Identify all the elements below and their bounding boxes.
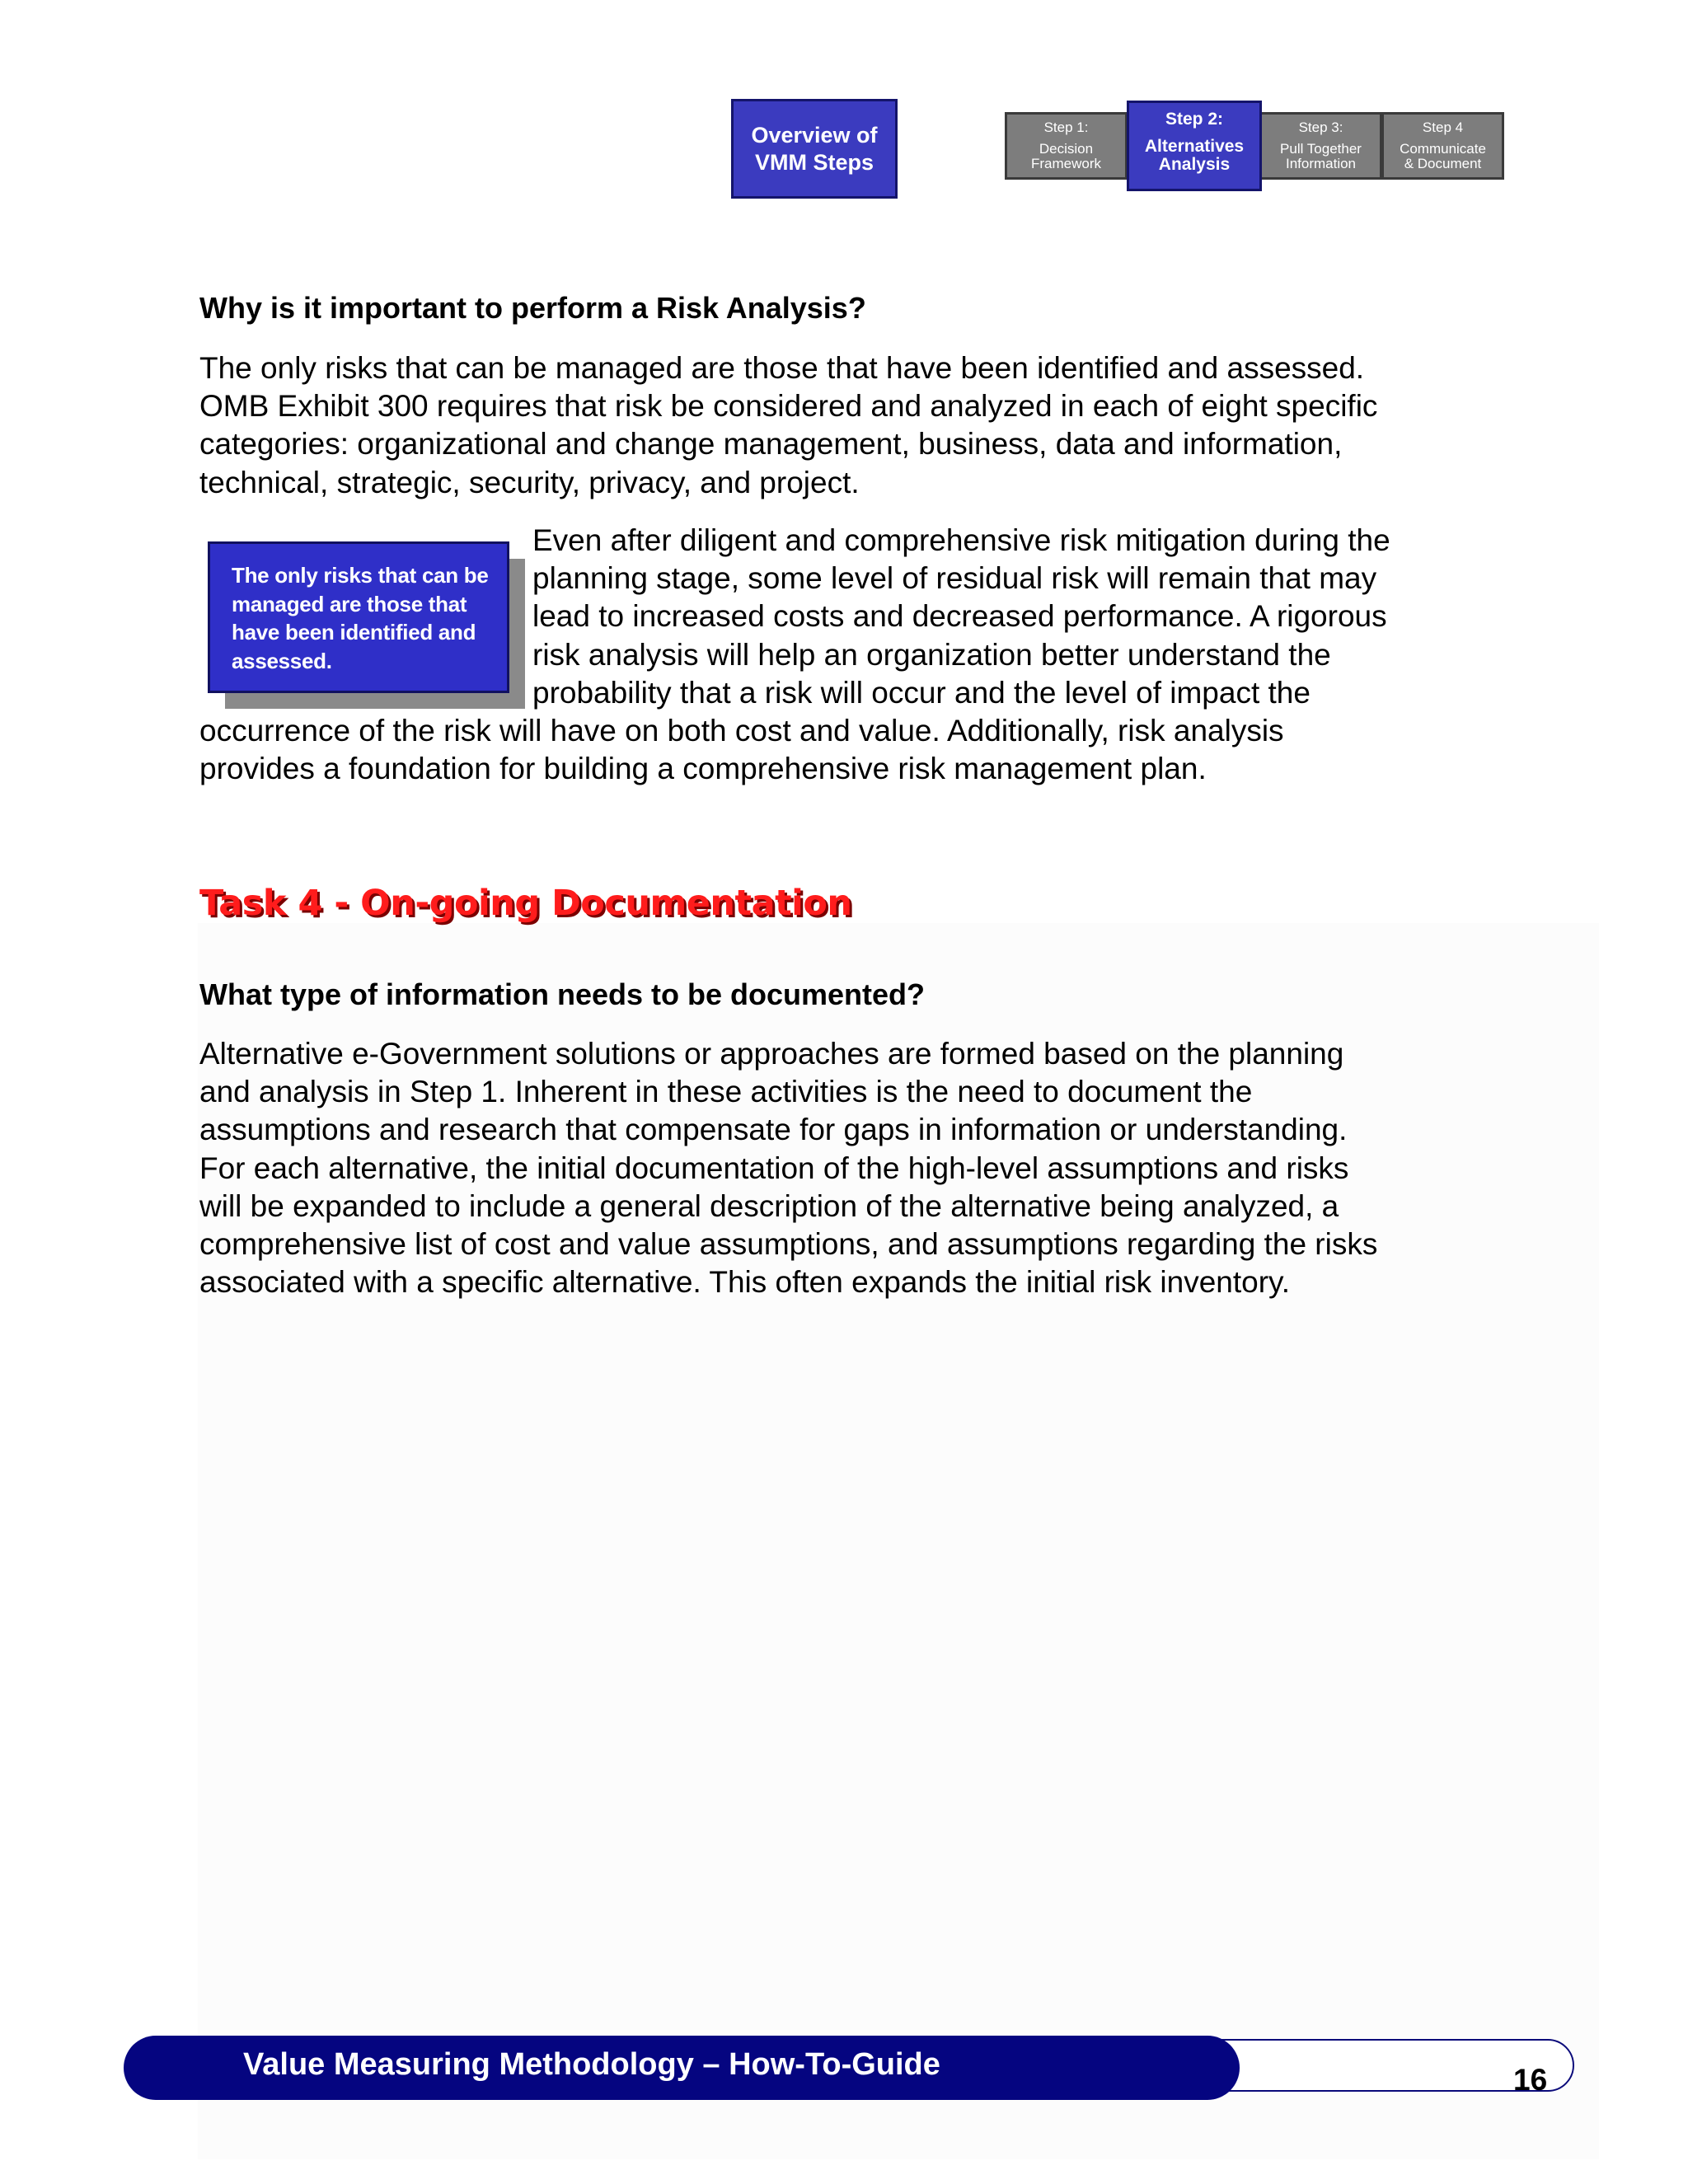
risk-analysis-question-heading: Why is it important to perform a Risk Analysis? bbox=[199, 291, 866, 325]
risk-analysis-paragraph-2-wrapped bbox=[532, 522, 1522, 712]
text-line: comprehensive list of cost and value assumptions, and assumptions regarding the risks bbox=[199, 1227, 1378, 1262]
step-label: Pull Together Information bbox=[1280, 141, 1362, 171]
text-line: lead to increased costs and decreased performance. A rigorous bbox=[532, 599, 1387, 634]
text-line: assumptions and research that compensate for gaps in information or understanding. bbox=[199, 1113, 1348, 1147]
risk-analysis-paragraph-2-continued bbox=[199, 712, 1601, 788]
text-line: Even after diligent and comprehensive risk mitigation during the bbox=[532, 523, 1390, 557]
step-label: Alternatives Analysis bbox=[1144, 137, 1245, 174]
text-line: provides a foundation for building a comprehensive risk management plan. bbox=[199, 752, 1207, 786]
text-line: categories: organizational and change management, business, data and information, bbox=[199, 427, 1343, 462]
risk-analysis-paragraph-1 bbox=[199, 349, 1601, 502]
overview-label: Overview of VMM Steps bbox=[751, 122, 878, 175]
callout-line: assessed. bbox=[232, 648, 332, 673]
footer-title: Value Measuring Methodology – How-To-Guide bbox=[243, 2047, 940, 2082]
step-number: Step 4 bbox=[1422, 120, 1464, 135]
step-number: Step 1: bbox=[1043, 120, 1089, 135]
text-line: For each alternative, the initial documentation of the high-level assumptions and risks bbox=[199, 1151, 1349, 1185]
step-number: Step 2: bbox=[1165, 110, 1223, 129]
callout-line: managed are those that bbox=[232, 591, 467, 616]
text-line: occurrence of the risk will have on both cost and value. Additionally, risk analysis bbox=[199, 714, 1284, 748]
step-number: Step 3: bbox=[1298, 120, 1343, 135]
step-2-alternatives-analysis[interactable] bbox=[1127, 101, 1262, 191]
text-line: probability that a risk will occur and the level of impact the bbox=[532, 675, 1311, 710]
step-1-decision-framework[interactable] bbox=[1005, 112, 1128, 180]
text-line: will be expanded to include a general description of the alternative being analyzed, a bbox=[199, 1188, 1339, 1223]
text-line: Alternative e-Government solutions or approaches are formed based on the planning bbox=[199, 1037, 1344, 1071]
text-line: risk analysis will help an organization better understand the bbox=[532, 637, 1331, 672]
callout-line: have been identified and bbox=[232, 620, 476, 644]
overview-vmm-steps-button[interactable] bbox=[731, 99, 898, 199]
text-line: OMB Exhibit 300 requires that risk be considered and analyzed in each of eight specific bbox=[199, 389, 1378, 424]
step-3-pull-together-information[interactable] bbox=[1259, 112, 1382, 180]
documentation-paragraph bbox=[199, 1035, 1601, 1301]
callout-box bbox=[208, 541, 509, 693]
step-label: Decision Framework bbox=[1030, 141, 1101, 171]
task-4-title: Task 4 - On-going Documentation bbox=[199, 883, 852, 924]
step-navigation bbox=[1005, 101, 1506, 191]
text-line: planning stage, some level of residual risk will remain that may bbox=[532, 561, 1377, 596]
page-number: 16 bbox=[1513, 2063, 1548, 2097]
text-line: The only risks that can be managed are those that have been identified and assessed. bbox=[199, 351, 1365, 385]
text-line: and analysis in Step 1. Inherent in these activities is the need to document the bbox=[199, 1075, 1253, 1109]
documentation-question-heading: What type of information needs to be documented? bbox=[199, 977, 926, 1011]
step-4-communicate-document[interactable] bbox=[1381, 112, 1504, 180]
callout-line: The only risks that can be bbox=[232, 563, 489, 588]
step-label: Communicate & Document bbox=[1400, 141, 1486, 171]
text-line: associated with a specific alternative. This often expands the initial risk inventory. bbox=[199, 1265, 1291, 1300]
text-line: technical, strategic, security, privacy, and project. bbox=[199, 465, 860, 499]
